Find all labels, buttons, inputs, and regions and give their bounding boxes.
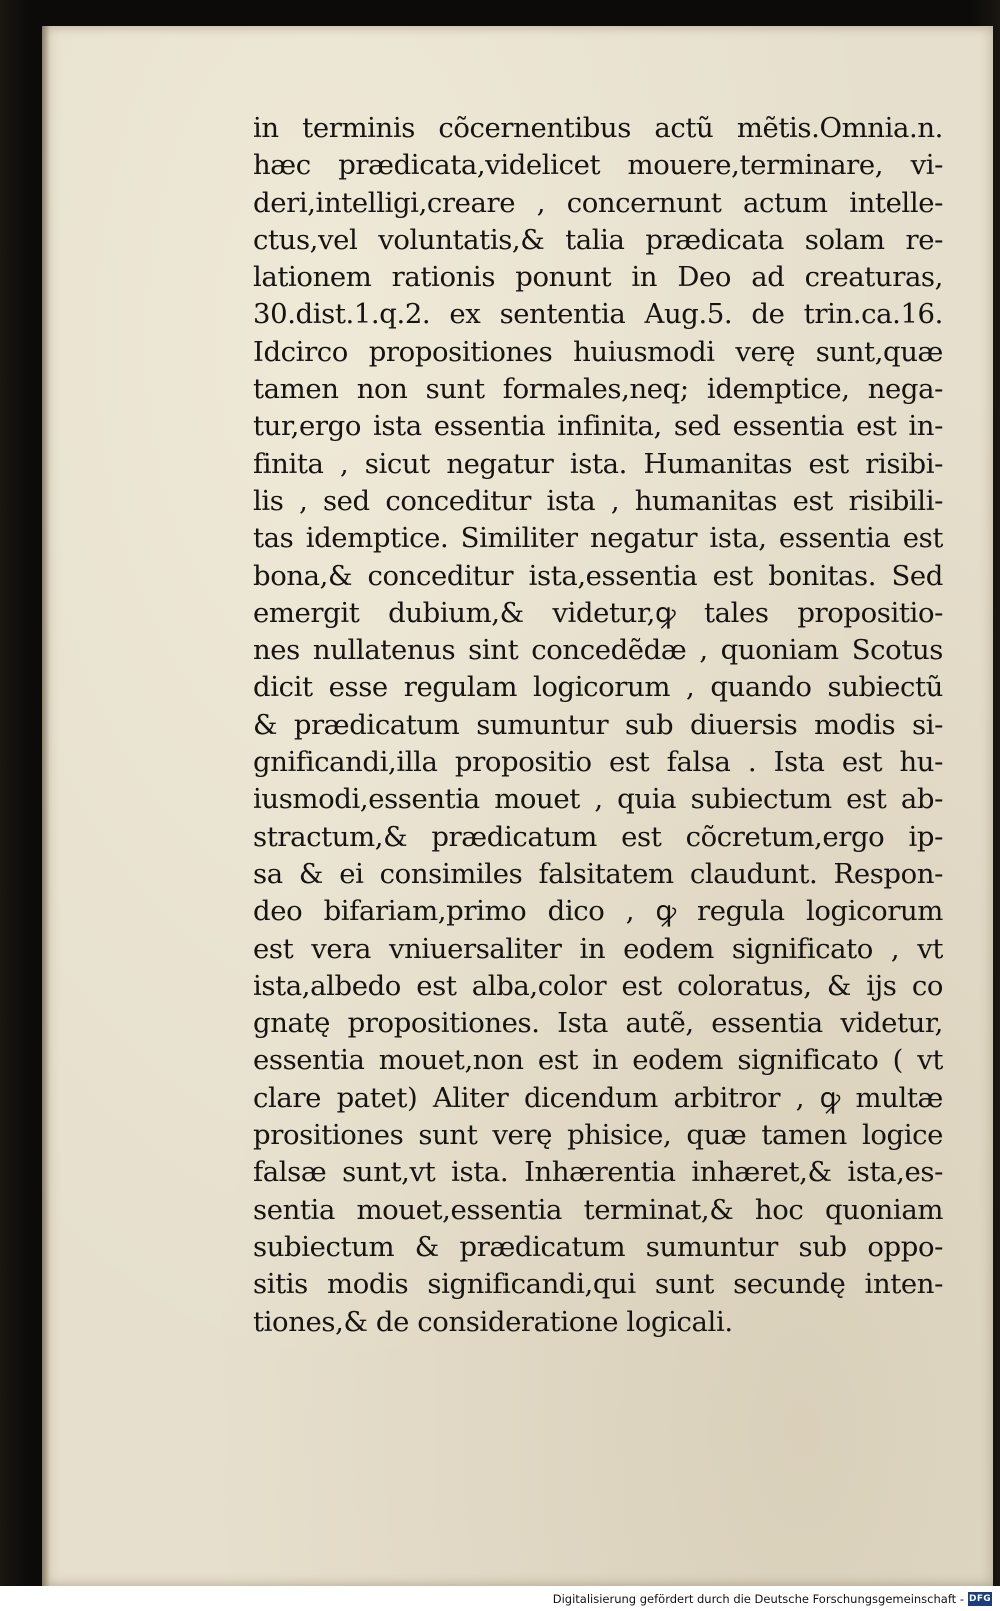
text-line: emergit dubium,& videtur,ꝙ tales propositio- — [253, 596, 943, 629]
text-line: deri,intelligi,creare , concernunt actum intelle- — [253, 186, 943, 219]
text-line: nes nullatenus sint concedẽdæ , quoniam Scotus — [253, 634, 943, 667]
text-line: dicit esse regulam logicorum , quando subiectũ — [253, 671, 943, 704]
text-line: finita , sicut negatur ista. Humanitas est risibi- — [253, 447, 943, 480]
text-line: sa & ei consimiles falsitatem claudunt. Respon- — [253, 857, 943, 890]
text-line: tamen non sunt formales,neq; idemptice, nega- — [253, 373, 943, 406]
text-line: lis , sed conceditur ista , humanitas est risibili- — [253, 484, 943, 517]
text-line: ctus,vel voluntatis,& talia prædicata solam re- — [253, 223, 943, 256]
text-line: stractum,& prædicatum est cõcretum,ergo ip- — [253, 820, 943, 853]
text-line: deo bifariam,primo dico , ꝙ regula logicorum — [253, 895, 943, 928]
text-line: iusmodi,essentia mouet , quia subiectum est ab- — [253, 783, 943, 816]
text-line: & prædicatum sumuntur sub diuersis modis si- — [253, 708, 943, 741]
text-line: subiectum & prædicatum sumuntur sub oppo- — [253, 1230, 943, 1263]
funding-credit: Digitalisierung gefördert durch die Deutsche Forschungsgemeinschaft - — [552, 1592, 964, 1606]
text-line: falsæ sunt,vt ista. Inhærentia inhæret,& ista,es- — [253, 1156, 943, 1189]
text-line: sitis modis significandi,qui sunt secundę inten- — [253, 1268, 943, 1301]
text-line: in terminis cõcernentibus actũ mẽtis.Omnia.n. — [253, 112, 943, 144]
text-line: essentia mouet,non est in eodem significato ( vt — [253, 1044, 943, 1077]
text-line: Idcirco propositiones huiusmodi verę sunt,quæ — [253, 335, 943, 368]
page-gutter-shadow — [42, 26, 50, 1586]
text-line: gnificandi,illa propositio est falsa . Ista est hu- — [253, 746, 943, 779]
text-line: bona,& conceditur ista,essentia est bonitas. Sed — [253, 559, 943, 592]
text-line: lationem rationis ponunt in Deo ad creaturas, — [253, 261, 943, 294]
text-line-final: tiones,& de consideratione logicali. — [253, 1305, 733, 1338]
text-line: prositiones sunt verę phisice, quæ tamen logice — [253, 1119, 943, 1152]
text-line: gnatę propositiones. Ista autẽ, essentia videtur, — [253, 1007, 943, 1040]
digitization-footer — [0, 1586, 1000, 1611]
text-line: tur,ergo ista essentia infinita, sed essentia est in- — [253, 410, 943, 443]
dfg-logo-icon: DFG — [969, 1594, 991, 1604]
text-line: ista,albedo est alba,color est coloratus, & ijs co — [253, 969, 943, 1002]
text-line: clare patet) Aliter dicendum arbitror , ꝙ multæ — [253, 1081, 943, 1114]
text-line: est vera vniuersaliter in eodem significato , vt — [253, 932, 943, 965]
text-line: tas idemptice. Similiter negatur ista, essentia est — [253, 522, 943, 555]
text-line: hæc prædicata,videlicet mouere,terminare, vi- — [253, 149, 943, 182]
text-line: 30.dist.1.q.2. ex sententia Aug.5. de trin.ca.16. — [253, 298, 943, 331]
page-text-block — [253, 110, 943, 1341]
text-line: sentia mouet,essentia terminat,& hoc quoniam — [253, 1193, 943, 1226]
